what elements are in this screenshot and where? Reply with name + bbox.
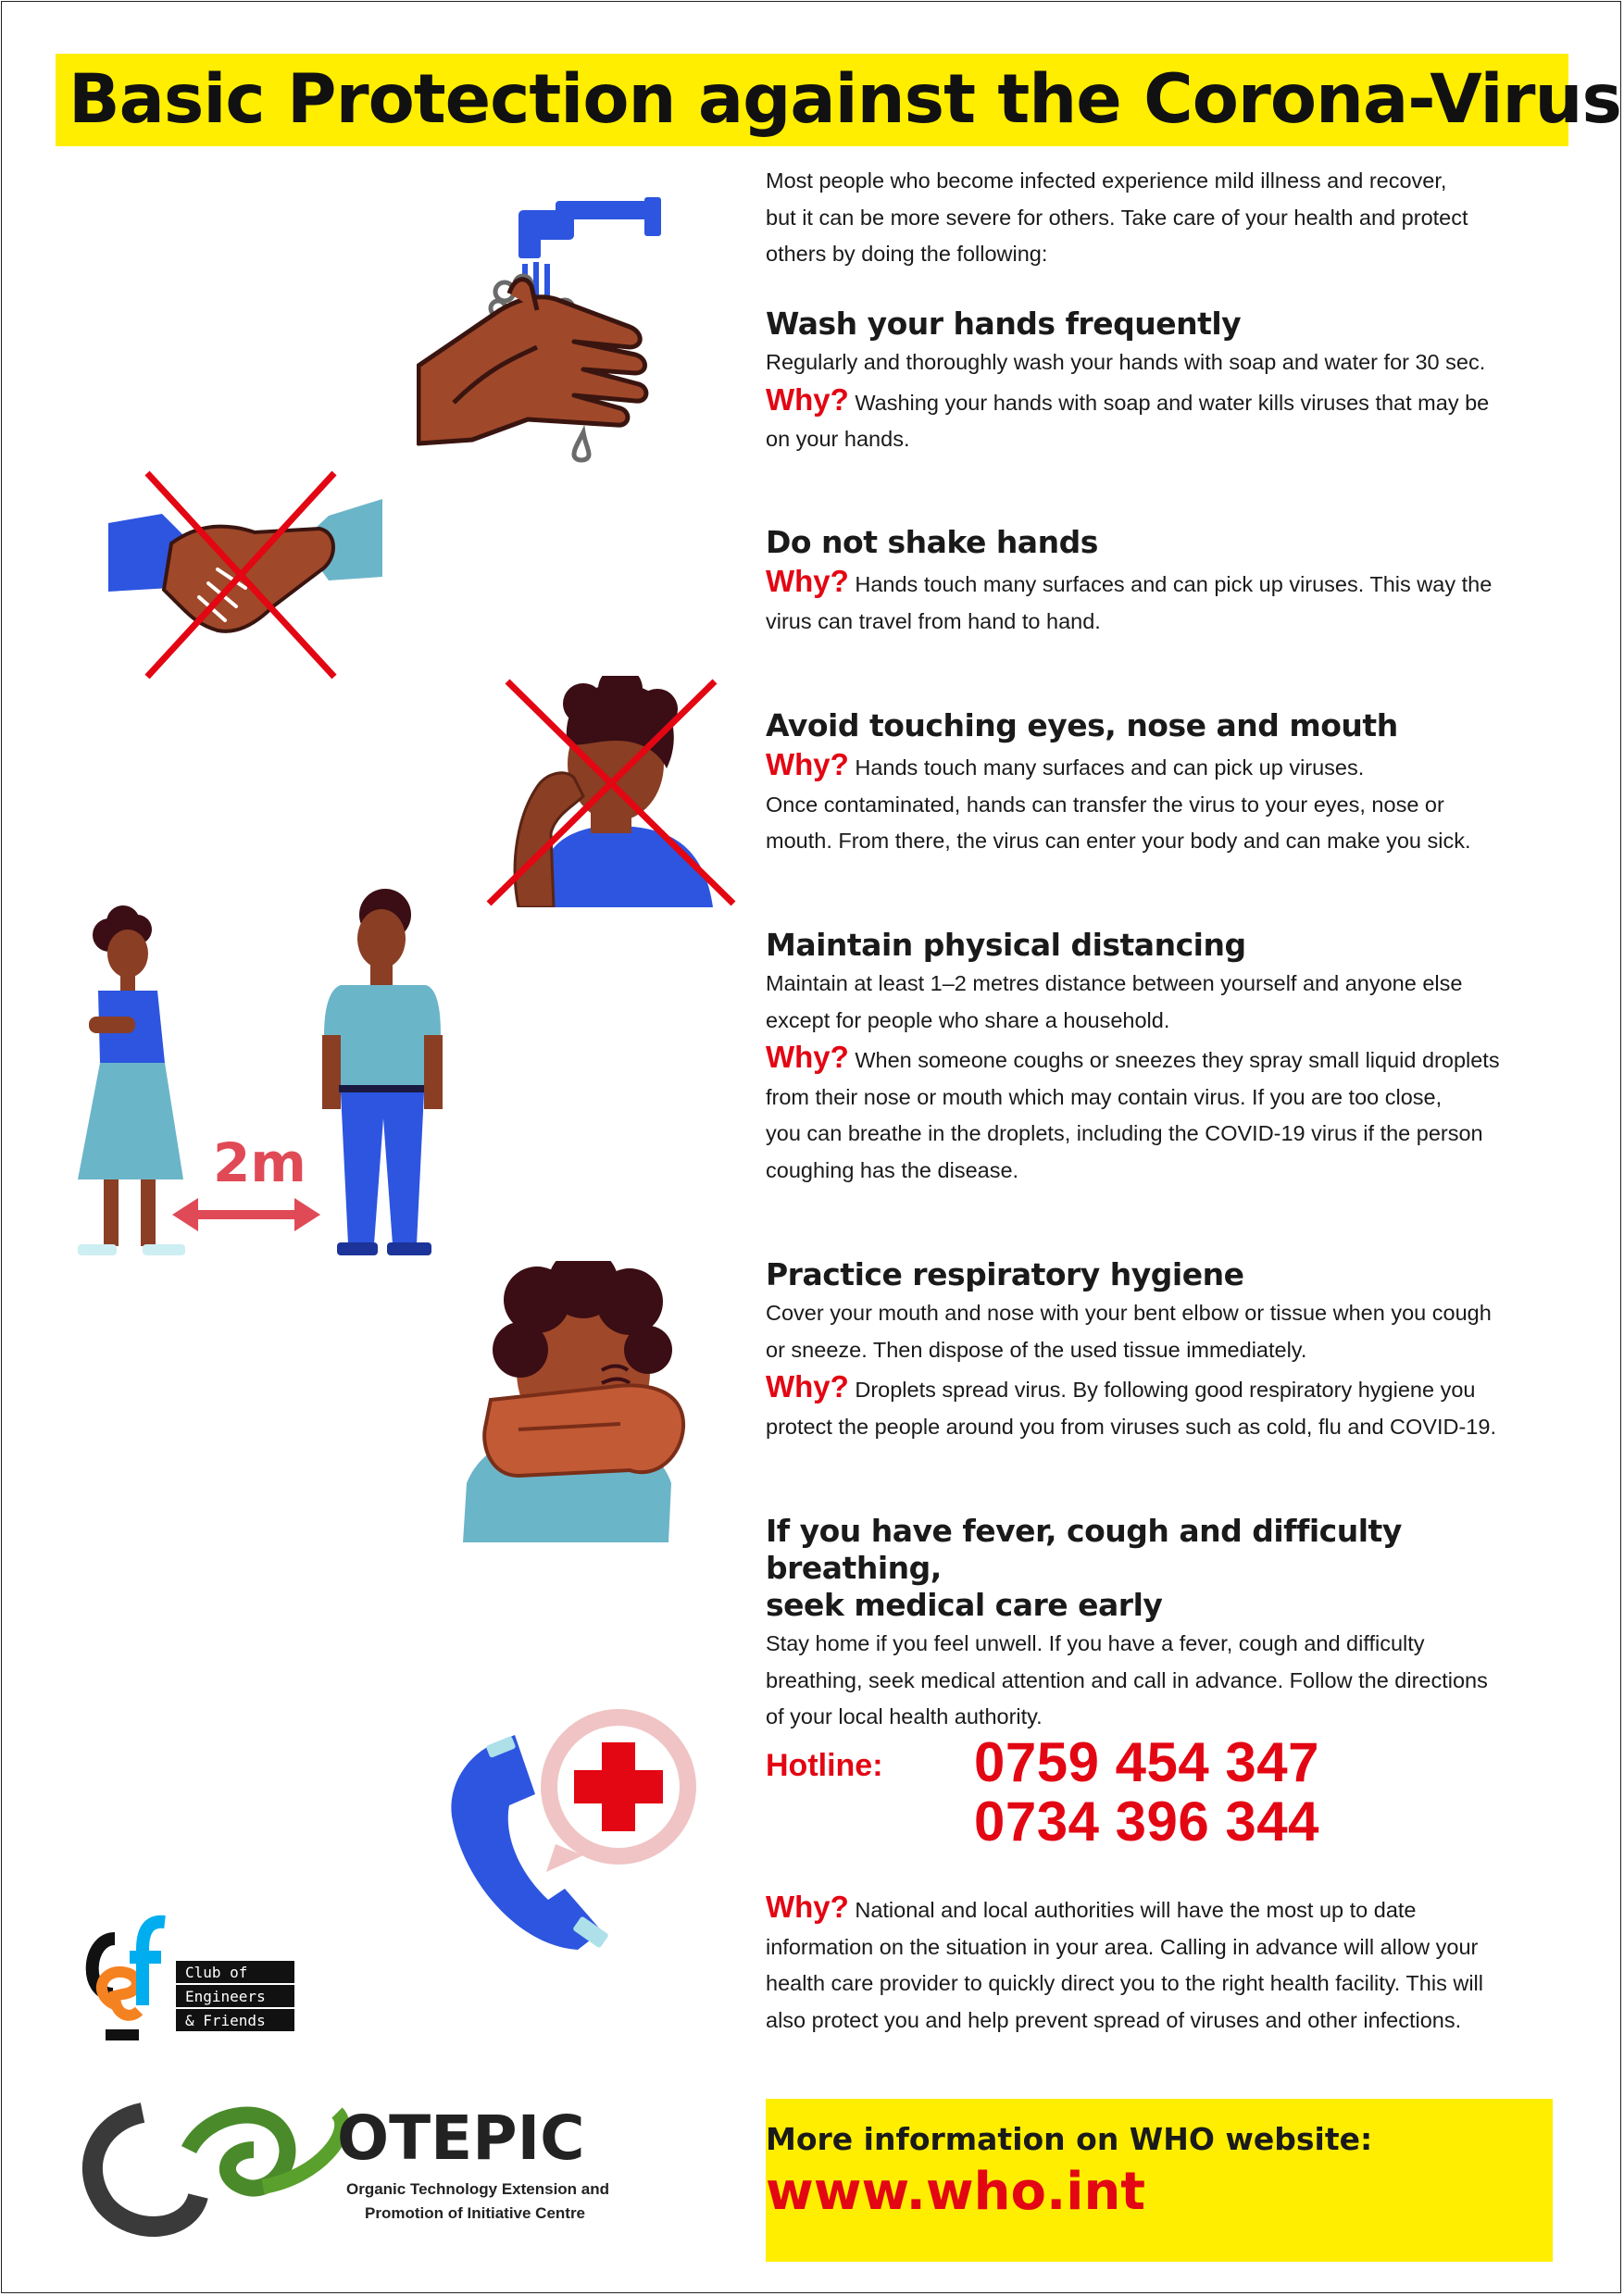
why-label: Why? [766,1890,849,1924]
section-text: except for people who share a household. [766,1007,1170,1032]
hotline-number: 0734 396 344 [974,1791,1320,1853]
cef-logo [78,1913,300,2052]
why-text: also protect you and help prevent spread of viruses and other infections. [766,2007,1462,2032]
why-text: information on the situation in your area. Calling in advance will allow your [766,1934,1479,1959]
section-text: or sneeze. Then dispose of the used tissue immediately. [766,1337,1307,1362]
section-heading: If you have fever, cough and difficulty breathing, [766,1513,1402,1586]
section-physical-distancing [766,927,1571,1189]
section-wash-hands [766,306,1571,458]
who-website-link[interactable]: www.who.int [766,2162,1146,2222]
why-label: Why? [766,747,849,781]
hotline-number: 0759 454 347 [974,1731,1320,1793]
section-text: of your local health authority. [766,1704,1043,1728]
why-text: you can breathe in the droplets, including the COVID-19 virus if the person [766,1121,1483,1145]
title-banner [56,54,1621,146]
intro [766,163,1571,273]
why-text: protect the people around you from viruses such as cold, flu and COVID-19. [766,1414,1496,1439]
who-info-label: More information on WHO website: [766,2121,1373,2157]
distance-label: 2m [213,1131,306,1194]
no-handshake-icon [106,468,384,680]
section-respiratory-hygiene [766,1256,1571,1445]
why-text: When someone coughs or sneezes they spray small liquid droplets [855,1048,1500,1072]
hand-washing-icon [417,190,685,468]
hotline-label: Hotline: [766,1748,883,1783]
hotline-phone-icon [444,1705,704,1960]
why-text: from their nose or mouth which may contain virus. If you are too close, [766,1084,1443,1109]
otepic-logo-name: OTEPIC [337,2103,585,2174]
intro-line: others by doing the following: [766,242,1048,266]
section-heading: seek medical care early [766,1587,1163,1623]
section-text: Regularly and thoroughly wash your hands with soap and water for 30 sec. [766,350,1486,374]
section-text: Stay home if you feel unwell. If you have a fever, cough and difficulty [766,1631,1425,1655]
why-text: National and local authorities will have the most up to date [855,1898,1417,1922]
why-text: health care provider to quickly direct you to the right health facility. This will [766,1971,1483,1995]
section-seek-medical-care [766,1513,1571,1736]
section-no-handshake [766,524,1571,640]
section-heading: Do not shake hands [766,524,1098,560]
who-info-box [766,2099,1553,2262]
otepic-logo-subtitle: Organic Technology Extension and [346,2180,610,2198]
why-text: Hands touch many surfaces and can pick up viruses. This way the [855,572,1493,596]
section-text: breathing, seek medical attention and call in advance. Follow the directions [766,1667,1488,1692]
intro-line: but it can be more severe for others. Take care of your health and protect [766,205,1468,230]
physical-distancing-icon [72,887,452,1259]
why-text: mouth. From there, the virus can enter your body and can make you sick. [766,829,1471,853]
why-label: Why? [766,1040,849,1074]
why-text: coughing has the disease. [766,1157,1019,1182]
otepic-logo-subtitle: Promotion of Initiative Centre [365,2204,586,2222]
no-face-touching-icon [481,676,743,907]
page-title: Basic Protection against the Corona-Virus [69,60,1621,139]
cef-logo-text: & Friends [185,2012,266,2029]
intro-line: Most people who become infected experience mild illness and recover, [766,168,1447,193]
section-heading: Maintain physical distancing [766,927,1246,963]
cef-logo-text: Club of [185,1964,248,1981]
section-text: Cover your mouth and nose with your bent elbow or tissue when you cough [766,1301,1492,1325]
why-text: Washing your hands with soap and water kills viruses that may be [855,390,1490,415]
why-label: Why? [766,381,849,417]
section-text: Maintain at least 1–2 metres distance between yourself and anyone else [766,971,1463,995]
section-heading: Practice respiratory hygiene [766,1256,1244,1292]
why-text: on your hands. [766,427,910,451]
why-text: Droplets spread virus. By following good respiratory hygiene you [855,1378,1476,1402]
respiratory-hygiene-icon [463,1261,690,1542]
why-label: Why? [766,1369,849,1404]
otepic-logo [78,2094,624,2242]
why-label: Why? [766,564,849,598]
section-call-ahead-why [766,1889,1571,2039]
cef-logo-text: Engineers [185,1988,266,2005]
why-text: Once contaminated, hands can transfer the virus to your eyes, nose or [766,792,1444,817]
why-text: virus can travel from hand to hand. [766,608,1101,633]
section-avoid-touching-face [766,707,1571,860]
why-text: Hands touch many surfaces and can pick up viruses. [855,755,1365,780]
section-heading: Avoid touching eyes, nose and mouth [766,707,1398,743]
section-heading: Wash your hands frequently [766,306,1242,342]
